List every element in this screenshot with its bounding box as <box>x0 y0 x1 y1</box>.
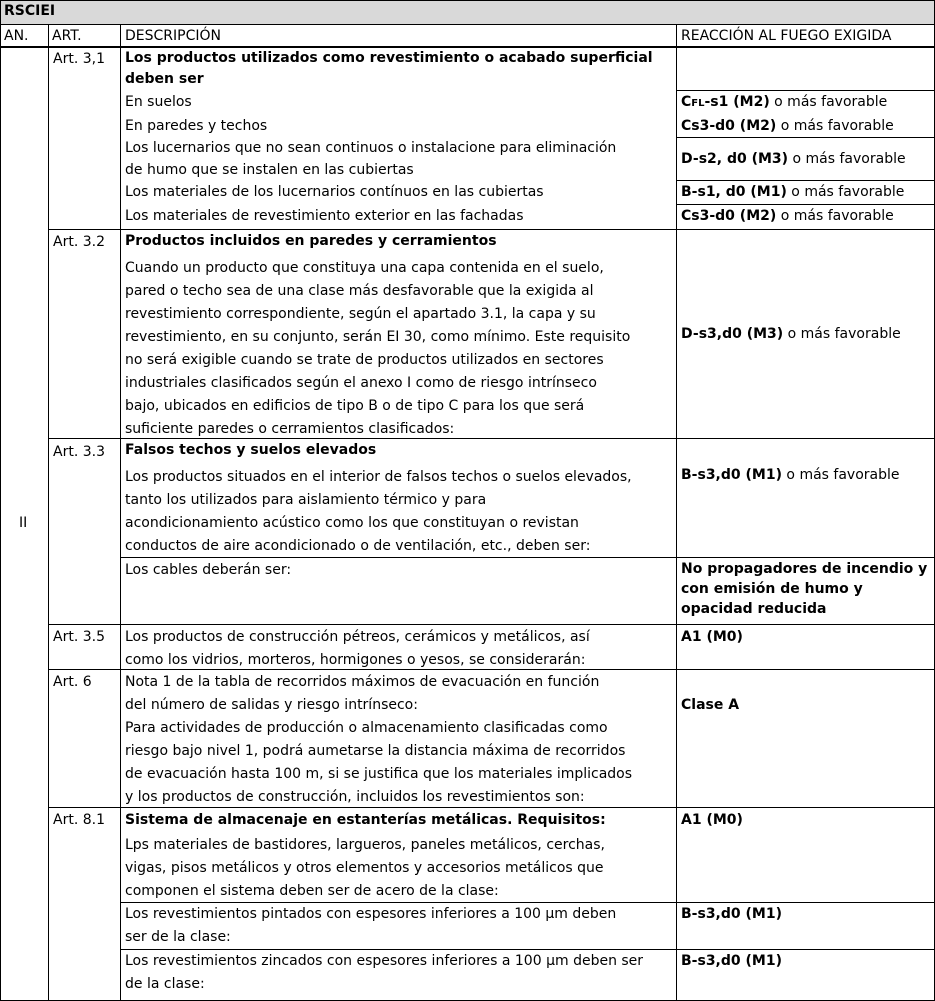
description-line: Los revestimientos zincados con espesores inferiores a 100 µm deben ser <box>125 953 644 969</box>
requirement-tail: o más favorable <box>781 467 900 483</box>
header-art: ART. <box>52 28 82 44</box>
section-heading: Falsos techos y suelos elevados <box>125 442 377 458</box>
grid-line <box>676 204 935 205</box>
description-line: suficiente paredes o cerramientos clasificados: <box>125 421 455 437</box>
grid-line <box>0 46 935 48</box>
description-line: Los lucernarios que no sean continuos o instalacione para eliminación <box>125 140 617 156</box>
art-label: Art. 3.2 <box>53 234 105 250</box>
description-line: de la clase: <box>125 976 205 992</box>
description-line: no será exigible cuando se trate de productos utilizados en sectores <box>125 352 604 368</box>
requirement-tail: o más favorable <box>783 326 901 342</box>
requirement-code: D-s2, d0 (M3) <box>681 151 789 167</box>
requirement-code: B-s3,d0 (M1) <box>681 953 782 969</box>
description-line: Los materiales de revestimiento exterior en las fachadas <box>125 208 524 224</box>
grid-line <box>120 557 935 558</box>
description-line: revestimiento correspondiente, según el apartado 3.1, la capa y su <box>125 306 596 322</box>
grid-line <box>0 24 935 25</box>
section-heading: Productos incluidos en paredes y cerramientos <box>125 233 497 249</box>
requirement-code: Cs3-d0 (M2) <box>681 118 777 134</box>
requirement <box>681 148 906 171</box>
description-line: como los vidrios, morteros, hormigones o yesos, se considerarán: <box>125 652 586 668</box>
header-descripcion: DESCRIPCIÓN <box>125 28 221 44</box>
requirement <box>681 91 887 115</box>
grid-line <box>676 90 935 91</box>
requirement-code: Clase A <box>681 697 740 713</box>
description-line: En paredes y techos <box>125 118 268 134</box>
description-line: y los productos de construcción, incluidos los revestimientos son: <box>125 789 585 805</box>
requirement-code: D-s3,d0 (M3) <box>681 326 784 342</box>
grid-line <box>48 438 935 439</box>
requirement-code: B-s3,d0 (M1) <box>681 906 782 922</box>
art-label: Art. 3,1 <box>53 51 105 67</box>
section-heading: Sistema de almacenaje en estanterías metálicas. Requisitos: <box>125 812 606 828</box>
requirement-code: C <box>681 94 692 110</box>
description-line: vigas, pisos metálicos y otros elementos y accesorios metálicos que <box>125 860 604 876</box>
requirement-tail: o más favorable <box>788 151 906 167</box>
requirement-code: A1 (M0) <box>681 629 743 645</box>
grid-line <box>676 137 935 138</box>
art-label: Art. 3.5 <box>53 629 105 645</box>
requirement-tail: o más favorable <box>769 94 888 110</box>
requirement-code: -s1 (M2) <box>704 94 770 110</box>
grid-line <box>120 24 121 1001</box>
sheet-title: RSCIEI <box>4 3 56 19</box>
description-line: Los productos situados en el interior de falsos techos o suelos elevados, <box>125 469 632 485</box>
section-heading: Los productos utilizados como revestimiento o acabado superficial <box>125 50 653 66</box>
grid-line <box>48 24 49 1001</box>
requirement <box>681 181 904 204</box>
description-line: Los productos de construcción pétreos, cerámicos y metálicos, así <box>125 629 590 645</box>
title-bar <box>0 0 935 24</box>
grid-line <box>48 669 935 670</box>
description-line: riesgo bajo nivel 1, podrá aumetarse la distancia máxima de recorridos <box>125 743 626 759</box>
requirement <box>681 115 894 138</box>
description-line: Cuando un producto que constituya una capa contenida en el suelo, <box>125 260 604 276</box>
grid-line <box>0 0 935 1</box>
requirement-tail: o más favorable <box>776 118 894 134</box>
requirement <box>681 464 900 487</box>
description-line: Los revestimientos pintados con espesores inferiores a 100 µm deben <box>125 906 617 922</box>
description-line: componen el sistema deben ser de acero de la clase: <box>125 883 499 899</box>
grid-line <box>0 0 1 1001</box>
description-line: Nota 1 de la tabla de recorridos máximos de evacuación en función <box>125 674 600 690</box>
description-line: Lps materiales de bastidores, largueros, paneles metálicos, cerchas, <box>125 837 605 853</box>
description-line: de evacuación hasta 100 m, si se justifica que los materiales implicados <box>125 766 633 782</box>
requirement-tail: o más favorable <box>786 184 905 200</box>
description-line: pared o techo sea de una clase más desfavorable que la exigida al <box>125 283 594 299</box>
grid-line <box>676 180 935 181</box>
description-line: de humo que se instalen en las cubiertas <box>125 162 414 178</box>
annex-label: II <box>19 515 28 531</box>
description-line: revestimiento, en su conjunto, serán EI 30, como mínimo. Este requisito <box>125 329 631 345</box>
requirement-tail: o más favorable <box>776 208 894 224</box>
requirement-code: Cs3-d0 (M2) <box>681 208 777 224</box>
grid-line <box>120 949 935 950</box>
description-line: Los materiales de los lucernarios contínuos en las cubiertas <box>125 184 544 200</box>
requirement <box>681 323 901 346</box>
description-line: industriales clasificados según el anexo I como de riesgo intrínseco <box>125 375 597 391</box>
grid-line <box>48 807 935 808</box>
description-line: ser de la clase: <box>125 929 231 945</box>
description-line: tanto los utilizados para aislamiento térmico y para <box>125 492 487 508</box>
description-line: del número de salidas y riesgo intrínseco: <box>125 697 418 713</box>
requirement <box>681 205 894 228</box>
description-line: Para actividades de producción o almacenamiento clasificadas como <box>125 720 608 736</box>
header-reaccion: REACCIÓN AL FUEGO EXIGIDA <box>681 28 892 44</box>
requirement-code: No propagadores de incendio y <box>681 561 928 577</box>
requirement-code: con emisión de humo y <box>681 581 863 597</box>
grid-line <box>48 624 935 625</box>
requirement-code: B-s3,d0 (M1) <box>681 467 782 483</box>
description-line: En suelos <box>125 94 192 110</box>
header-an: AN. <box>4 28 29 44</box>
grid-line <box>48 229 935 230</box>
art-label: Art. 6 <box>53 674 92 690</box>
requirement-code: B-s1, d0 (M1) <box>681 184 787 200</box>
art-label: Art. 3.3 <box>53 444 105 460</box>
section-heading: deben ser <box>125 71 204 87</box>
description-line: conductos de aire acondicionado o de ventilación, etc., deben ser: <box>125 538 591 554</box>
grid-line <box>676 24 677 1001</box>
description-line: acondicionamiento acústico como los que constituyan o revistan <box>125 515 579 531</box>
requirement-code: A1 (M0) <box>681 812 743 828</box>
description-line: bajo, ubicados en edificios de tipo B o de tipo C para los que será <box>125 398 585 414</box>
requirement-subscript: FL <box>691 98 705 109</box>
requirement-code: opacidad reducida <box>681 601 827 617</box>
art-label: Art. 8.1 <box>53 812 105 828</box>
grid-line <box>120 902 935 903</box>
description-line: Los cables deberán ser: <box>125 562 292 578</box>
